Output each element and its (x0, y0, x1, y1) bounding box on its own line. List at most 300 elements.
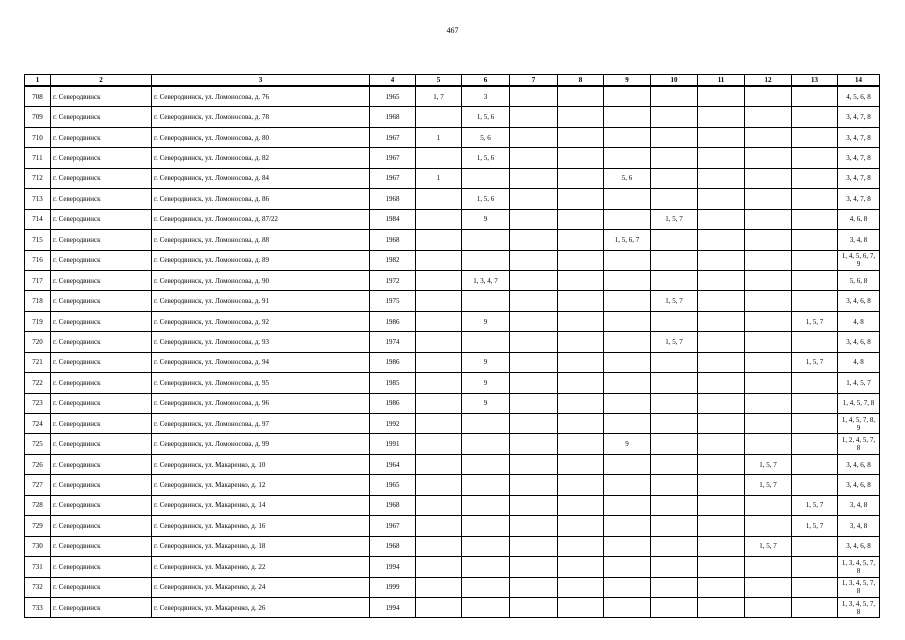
table-cell-col9 (604, 270, 651, 290)
table-cell-col3: г. Северодвинск, ул. Макаренко, д. 18 (152, 536, 370, 556)
table-cell-col14: 1, 3, 4, 5, 7, 8 (838, 557, 880, 577)
table-cell-col3: г. Северодвинск, ул. Макаренко, д. 16 (152, 516, 370, 536)
table-cell-col5 (416, 454, 462, 474)
table-cell-col10 (651, 597, 698, 617)
table-cell-col10 (651, 495, 698, 515)
table-cell-col12 (745, 148, 792, 168)
column-header: 10 (651, 75, 698, 87)
table-cell-col3: г. Северодвинск, ул. Ломоносова, д. 82 (152, 148, 370, 168)
table-cell-col4: 1968 (370, 107, 416, 127)
table-cell-col13 (792, 597, 838, 617)
table-cell-col1: 731 (25, 557, 51, 577)
table-cell-col10 (651, 250, 698, 270)
table-cell-col5: 1 (416, 127, 462, 147)
table-cell-col5 (416, 434, 462, 454)
table-cell-col5 (416, 107, 462, 127)
table-row (25, 536, 880, 556)
table-cell-col11 (698, 434, 745, 454)
table-cell-col13 (792, 270, 838, 290)
table-cell-col3: г. Северодвинск, ул. Ломоносова, д. 99 (152, 434, 370, 454)
table-cell-col3: г. Северодвинск, ул. Ломоносова, д. 95 (152, 373, 370, 393)
table-cell-col6: 9 (462, 311, 510, 331)
table-cell-col14: 4, 8 (838, 352, 880, 372)
table-cell-col7 (510, 393, 558, 413)
table-cell-col1: 727 (25, 475, 51, 495)
table-cell-col7 (510, 597, 558, 617)
table-cell-col12 (745, 250, 792, 270)
table-cell-col3: г. Северодвинск, ул. Ломоносова, д. 80 (152, 127, 370, 147)
table-row (25, 250, 880, 270)
table-cell-col14: 3, 4, 8 (838, 516, 880, 536)
table-cell-col12 (745, 516, 792, 536)
table-cell-col6 (462, 454, 510, 474)
table-cell-col8 (558, 209, 604, 229)
table-cell-col9 (604, 475, 651, 495)
table-cell-col12 (745, 311, 792, 331)
table-cell-col14: 1, 4, 5, 7, 8, 9 (838, 414, 880, 434)
table-cell-col13 (792, 475, 838, 495)
table-cell-col14: 3, 4, 8 (838, 495, 880, 515)
column-header: 2 (51, 75, 152, 87)
table-cell-col9 (604, 86, 651, 107)
table-cell-col14: 1, 4, 5, 7 (838, 373, 880, 393)
table-cell-col3: г. Северодвинск, ул. Ломоносова, д. 86 (152, 189, 370, 209)
table-cell-col6: 9 (462, 209, 510, 229)
table-cell-col5 (416, 393, 462, 413)
table-cell-col5 (416, 148, 462, 168)
table-cell-col1: 724 (25, 414, 51, 434)
table-cell-col2: г. Северодвинск (51, 414, 152, 434)
table-cell-col3: г. Северодвинск, ул. Ломоносова, д. 87/22 (152, 209, 370, 229)
table-cell-col9 (604, 597, 651, 617)
table-cell-col6: 1, 5, 6 (462, 189, 510, 209)
table-cell-col5 (416, 230, 462, 250)
table-cell-col2: г. Северодвинск (51, 393, 152, 413)
table-cell-col10 (651, 127, 698, 147)
table-cell-col8 (558, 311, 604, 331)
table-cell-col9 (604, 189, 651, 209)
column-header: 3 (152, 75, 370, 87)
table-cell-col14: 3, 4, 6, 8 (838, 475, 880, 495)
table-cell-col4: 1968 (370, 536, 416, 556)
table-cell-col12 (745, 373, 792, 393)
table-cell-col12 (745, 352, 792, 372)
table-cell-col12 (745, 127, 792, 147)
table-cell-col1: 708 (25, 86, 51, 107)
table-cell-col12 (745, 270, 792, 290)
table-cell-col13 (792, 168, 838, 188)
table-cell-col5 (416, 557, 462, 577)
table-cell-col4: 1968 (370, 495, 416, 515)
table-cell-col10 (651, 536, 698, 556)
table-cell-col5 (416, 577, 462, 597)
table-row (25, 332, 880, 352)
column-header: 5 (416, 75, 462, 87)
table-cell-col6 (462, 557, 510, 577)
table-cell-col5 (416, 516, 462, 536)
table-cell-col9 (604, 393, 651, 413)
table-cell-col4: 1967 (370, 516, 416, 536)
table-cell-col10 (651, 414, 698, 434)
table-cell-col7 (510, 454, 558, 474)
table-cell-col8 (558, 536, 604, 556)
table-cell-col14: 3, 4, 7, 8 (838, 168, 880, 188)
table-cell-col8 (558, 414, 604, 434)
table-cell-col13 (792, 454, 838, 474)
table-cell-col10 (651, 86, 698, 107)
table-row (25, 148, 880, 168)
table-cell-col3: г. Северодвинск, ул. Ломоносова, д. 88 (152, 230, 370, 250)
table-cell-col13 (792, 373, 838, 393)
table-cell-col1: 730 (25, 536, 51, 556)
table-cell-col9 (604, 516, 651, 536)
table-cell-col7 (510, 373, 558, 393)
table-cell-col1: 718 (25, 291, 51, 311)
table-cell-col12 (745, 434, 792, 454)
table-cell-col6 (462, 516, 510, 536)
table-cell-col11 (698, 270, 745, 290)
table-cell-col4: 1985 (370, 373, 416, 393)
table-cell-col1: 726 (25, 454, 51, 474)
table-cell-col4: 1974 (370, 332, 416, 352)
table-cell-col1: 719 (25, 311, 51, 331)
table-cell-col11 (698, 475, 745, 495)
table-cell-col2: г. Северодвинск (51, 352, 152, 372)
table-cell-col5 (416, 250, 462, 270)
table-cell-col2: г. Северодвинск (51, 270, 152, 290)
table-cell-col14: 1, 3, 4, 5, 7, 8 (838, 577, 880, 597)
table-cell-col9 (604, 332, 651, 352)
table-row (25, 311, 880, 331)
table-cell-col8 (558, 189, 604, 209)
table-cell-col7 (510, 332, 558, 352)
table-cell-col1: 712 (25, 168, 51, 188)
table-cell-col3: г. Северодвинск, ул. Ломоносова, д. 93 (152, 332, 370, 352)
table-cell-col14: 3, 4, 6, 8 (838, 536, 880, 556)
table-cell-col13 (792, 148, 838, 168)
table-cell-col10 (651, 434, 698, 454)
table-row (25, 189, 880, 209)
table-cell-col14: 1, 4, 5, 7, 8 (838, 393, 880, 413)
table-cell-col14: 4, 5, 6, 8 (838, 86, 880, 107)
housing-register-table (24, 74, 880, 618)
table-cell-col8 (558, 373, 604, 393)
table-cell-col10 (651, 557, 698, 577)
table-cell-col7 (510, 352, 558, 372)
table-cell-col9 (604, 250, 651, 270)
table-row (25, 209, 880, 229)
table-cell-col9 (604, 557, 651, 577)
table-row (25, 86, 880, 107)
table-cell-col7 (510, 475, 558, 495)
table-cell-col7 (510, 495, 558, 515)
table-cell-col13: 1, 5, 7 (792, 495, 838, 515)
table-cell-col14: 1, 4, 5, 6, 7, 9 (838, 250, 880, 270)
table-cell-col6: 1, 3, 4, 7 (462, 270, 510, 290)
table-cell-col10 (651, 270, 698, 290)
table-cell-col9 (604, 107, 651, 127)
table-cell-col2: г. Северодвинск (51, 597, 152, 617)
table-cell-col6 (462, 434, 510, 454)
table-cell-col11 (698, 495, 745, 515)
table-cell-col8 (558, 127, 604, 147)
table-cell-col11 (698, 373, 745, 393)
table-cell-col12: 1, 5, 7 (745, 536, 792, 556)
table-cell-col5 (416, 332, 462, 352)
table-cell-col7 (510, 516, 558, 536)
table-cell-col5 (416, 597, 462, 617)
table-cell-col7 (510, 86, 558, 107)
table-cell-col8 (558, 148, 604, 168)
table-cell-col1: 723 (25, 393, 51, 413)
page-number: 467 (446, 26, 459, 35)
table-cell-col11 (698, 536, 745, 556)
table-cell-col1: 710 (25, 127, 51, 147)
table-row (25, 475, 880, 495)
table-cell-col13: 1, 5, 7 (792, 516, 838, 536)
table-cell-col8 (558, 516, 604, 536)
table-cell-col3: г. Северодвинск, ул. Ломоносова, д. 96 (152, 393, 370, 413)
table-cell-col3: г. Северодвинск, ул. Ломоносова, д. 94 (152, 352, 370, 372)
table-cell-col6 (462, 168, 510, 188)
table-cell-col5: 1, 7 (416, 86, 462, 107)
table-cell-col2: г. Северодвинск (51, 577, 152, 597)
table-cell-col1: 732 (25, 577, 51, 597)
table-cell-col7 (510, 434, 558, 454)
table-cell-col12 (745, 168, 792, 188)
table-cell-col6 (462, 230, 510, 250)
table-cell-col3: г. Северодвинск, ул. Макаренко, д. 10 (152, 454, 370, 474)
table-cell-col14: 3, 4, 7, 8 (838, 127, 880, 147)
table-cell-col12: 1, 5, 7 (745, 475, 792, 495)
table-cell-col2: г. Северодвинск (51, 86, 152, 107)
table-cell-col3: г. Северодвинск, ул. Макаренко, д. 14 (152, 495, 370, 515)
table-cell-col3: г. Северодвинск, ул. Ломоносова, д. 89 (152, 250, 370, 270)
table-cell-col14: 3, 4, 6, 8 (838, 332, 880, 352)
table-cell-col4: 1986 (370, 311, 416, 331)
table-cell-col13 (792, 557, 838, 577)
table-cell-col9 (604, 495, 651, 515)
table-cell-col13 (792, 577, 838, 597)
table-cell-col8 (558, 597, 604, 617)
table-cell-col2: г. Северодвинск (51, 168, 152, 188)
table-row (25, 127, 880, 147)
table-cell-col13 (792, 107, 838, 127)
table-cell-col6 (462, 414, 510, 434)
table-cell-col13: 1, 5, 7 (792, 311, 838, 331)
table-cell-col10 (651, 373, 698, 393)
table-cell-col4: 1964 (370, 454, 416, 474)
table-cell-col8 (558, 434, 604, 454)
table-cell-col2: г. Северодвинск (51, 209, 152, 229)
table-cell-col9 (604, 352, 651, 372)
table-cell-col5 (416, 209, 462, 229)
table-row (25, 352, 880, 372)
table-cell-col6: 9 (462, 373, 510, 393)
table-cell-col13 (792, 86, 838, 107)
table-cell-col5 (416, 475, 462, 495)
table-cell-col1: 725 (25, 434, 51, 454)
table-cell-col11 (698, 352, 745, 372)
table-cell-col14: 3, 4, 7, 8 (838, 189, 880, 209)
table-cell-col13 (792, 434, 838, 454)
table-row (25, 393, 880, 413)
table-cell-col7 (510, 148, 558, 168)
table-cell-col11 (698, 414, 745, 434)
table-cell-col4: 1975 (370, 291, 416, 311)
table-cell-col3: г. Северодвинск, ул. Макаренко, д. 26 (152, 597, 370, 617)
table-cell-col5 (416, 270, 462, 290)
table-cell-col4: 1965 (370, 475, 416, 495)
table-cell-col4: 1992 (370, 414, 416, 434)
table-cell-col10 (651, 148, 698, 168)
table-cell-col8 (558, 454, 604, 474)
table-cell-col1: 729 (25, 516, 51, 536)
table-cell-col6 (462, 577, 510, 597)
table-cell-col7 (510, 209, 558, 229)
column-header: 11 (698, 75, 745, 87)
table-cell-col8 (558, 475, 604, 495)
table-cell-col2: г. Северодвинск (51, 291, 152, 311)
table-cell-col1: 714 (25, 209, 51, 229)
table-cell-col13 (792, 332, 838, 352)
table-cell-col9 (604, 127, 651, 147)
table-cell-col4: 1994 (370, 557, 416, 577)
table-cell-col10 (651, 189, 698, 209)
table-cell-col3: г. Северодвинск, ул. Ломоносова, д. 91 (152, 291, 370, 311)
table-cell-col14: 3, 4, 8 (838, 230, 880, 250)
column-header: 9 (604, 75, 651, 87)
table-cell-col1: 722 (25, 373, 51, 393)
table-cell-col3: г. Северодвинск, ул. Ломоносова, д. 76 (152, 86, 370, 107)
table-cell-col2: г. Северодвинск (51, 189, 152, 209)
table-cell-col12 (745, 597, 792, 617)
table-cell-col6 (462, 475, 510, 495)
table-row (25, 597, 880, 617)
table-cell-col4: 1967 (370, 148, 416, 168)
table-cell-col9: 9 (604, 434, 651, 454)
table-cell-col10 (651, 516, 698, 536)
table-cell-col12 (745, 557, 792, 577)
table-row (25, 495, 880, 515)
table-cell-col6: 5, 6 (462, 127, 510, 147)
table-cell-col12 (745, 189, 792, 209)
table-cell-col8 (558, 332, 604, 352)
table-cell-col10 (651, 475, 698, 495)
table-cell-col8 (558, 250, 604, 270)
table-cell-col6 (462, 250, 510, 270)
table-cell-col10: 1, 5, 7 (651, 332, 698, 352)
column-header: 8 (558, 75, 604, 87)
table-cell-col3: г. Северодвинск, ул. Макаренко, д. 12 (152, 475, 370, 495)
table-cell-col7 (510, 291, 558, 311)
table-cell-col8 (558, 495, 604, 515)
table-cell-col7 (510, 168, 558, 188)
table-cell-col9 (604, 414, 651, 434)
table-cell-col3: г. Северодвинск, ул. Ломоносова, д. 97 (152, 414, 370, 434)
table-cell-col9 (604, 373, 651, 393)
table-cell-col7 (510, 270, 558, 290)
table-cell-col9: 5, 6 (604, 168, 651, 188)
table-cell-col6 (462, 332, 510, 352)
table-cell-col1: 715 (25, 230, 51, 250)
table-cell-col14: 3, 4, 7, 8 (838, 148, 880, 168)
table-row (25, 577, 880, 597)
table-cell-col6: 9 (462, 352, 510, 372)
table-cell-col8 (558, 557, 604, 577)
table-cell-col13 (792, 536, 838, 556)
table-cell-col3: г. Северодвинск, ул. Макаренко, д. 24 (152, 577, 370, 597)
table-cell-col12 (745, 577, 792, 597)
table-cell-col10 (651, 230, 698, 250)
table-cell-col2: г. Северодвинск (51, 475, 152, 495)
table-row (25, 230, 880, 250)
table-cell-col12 (745, 291, 792, 311)
table-cell-col1: 717 (25, 270, 51, 290)
table-cell-col12 (745, 393, 792, 413)
table-cell-col13 (792, 291, 838, 311)
table-row (25, 454, 880, 474)
table-cell-col5 (416, 352, 462, 372)
table-cell-col13: 1, 5, 7 (792, 352, 838, 372)
table-cell-col1: 711 (25, 148, 51, 168)
table-cell-col2: г. Северодвинск (51, 454, 152, 474)
table-cell-col8 (558, 86, 604, 107)
table-cell-col4: 1967 (370, 168, 416, 188)
table-cell-col14: 4, 8 (838, 311, 880, 331)
table-cell-col5 (416, 414, 462, 434)
table-cell-col7 (510, 311, 558, 331)
table-cell-col6: 9 (462, 393, 510, 413)
table-cell-col3: г. Северодвинск, ул. Ломоносова, д. 92 (152, 311, 370, 331)
table-cell-col1: 709 (25, 107, 51, 127)
table-cell-col11 (698, 148, 745, 168)
table-cell-col2: г. Северодвинск (51, 250, 152, 270)
table-cell-col4: 1991 (370, 434, 416, 454)
table-cell-col10 (651, 352, 698, 372)
table-cell-col11 (698, 168, 745, 188)
table-cell-col2: г. Северодвинск (51, 127, 152, 147)
table-cell-col6: 1, 5, 6 (462, 107, 510, 127)
column-header: 14 (838, 75, 880, 87)
table-cell-col4: 1982 (370, 250, 416, 270)
table-cell-col4: 1984 (370, 209, 416, 229)
table-cell-col9 (604, 209, 651, 229)
table-cell-col11 (698, 332, 745, 352)
table-cell-col6 (462, 291, 510, 311)
table-cell-col14: 1, 3, 4, 5, 7, 8 (838, 597, 880, 617)
table-cell-col5 (416, 536, 462, 556)
table-cell-col2: г. Северодвинск (51, 311, 152, 331)
table-cell-col11 (698, 577, 745, 597)
table-cell-col11 (698, 209, 745, 229)
table-cell-col5 (416, 495, 462, 515)
table-cell-col12 (745, 414, 792, 434)
table-cell-col8 (558, 168, 604, 188)
table-cell-col10: 1, 5, 7 (651, 209, 698, 229)
table-cell-col11 (698, 189, 745, 209)
table-cell-col8 (558, 230, 604, 250)
table-cell-col5 (416, 311, 462, 331)
table-cell-col4: 1968 (370, 230, 416, 250)
table-cell-col3: г. Северодвинск, ул. Ломоносова, д. 90 (152, 270, 370, 290)
table-cell-col9 (604, 454, 651, 474)
table-cell-col14: 3, 4, 7, 8 (838, 107, 880, 127)
table-cell-col12 (745, 230, 792, 250)
table-cell-col13 (792, 393, 838, 413)
table-cell-col11 (698, 393, 745, 413)
table-cell-col9 (604, 577, 651, 597)
